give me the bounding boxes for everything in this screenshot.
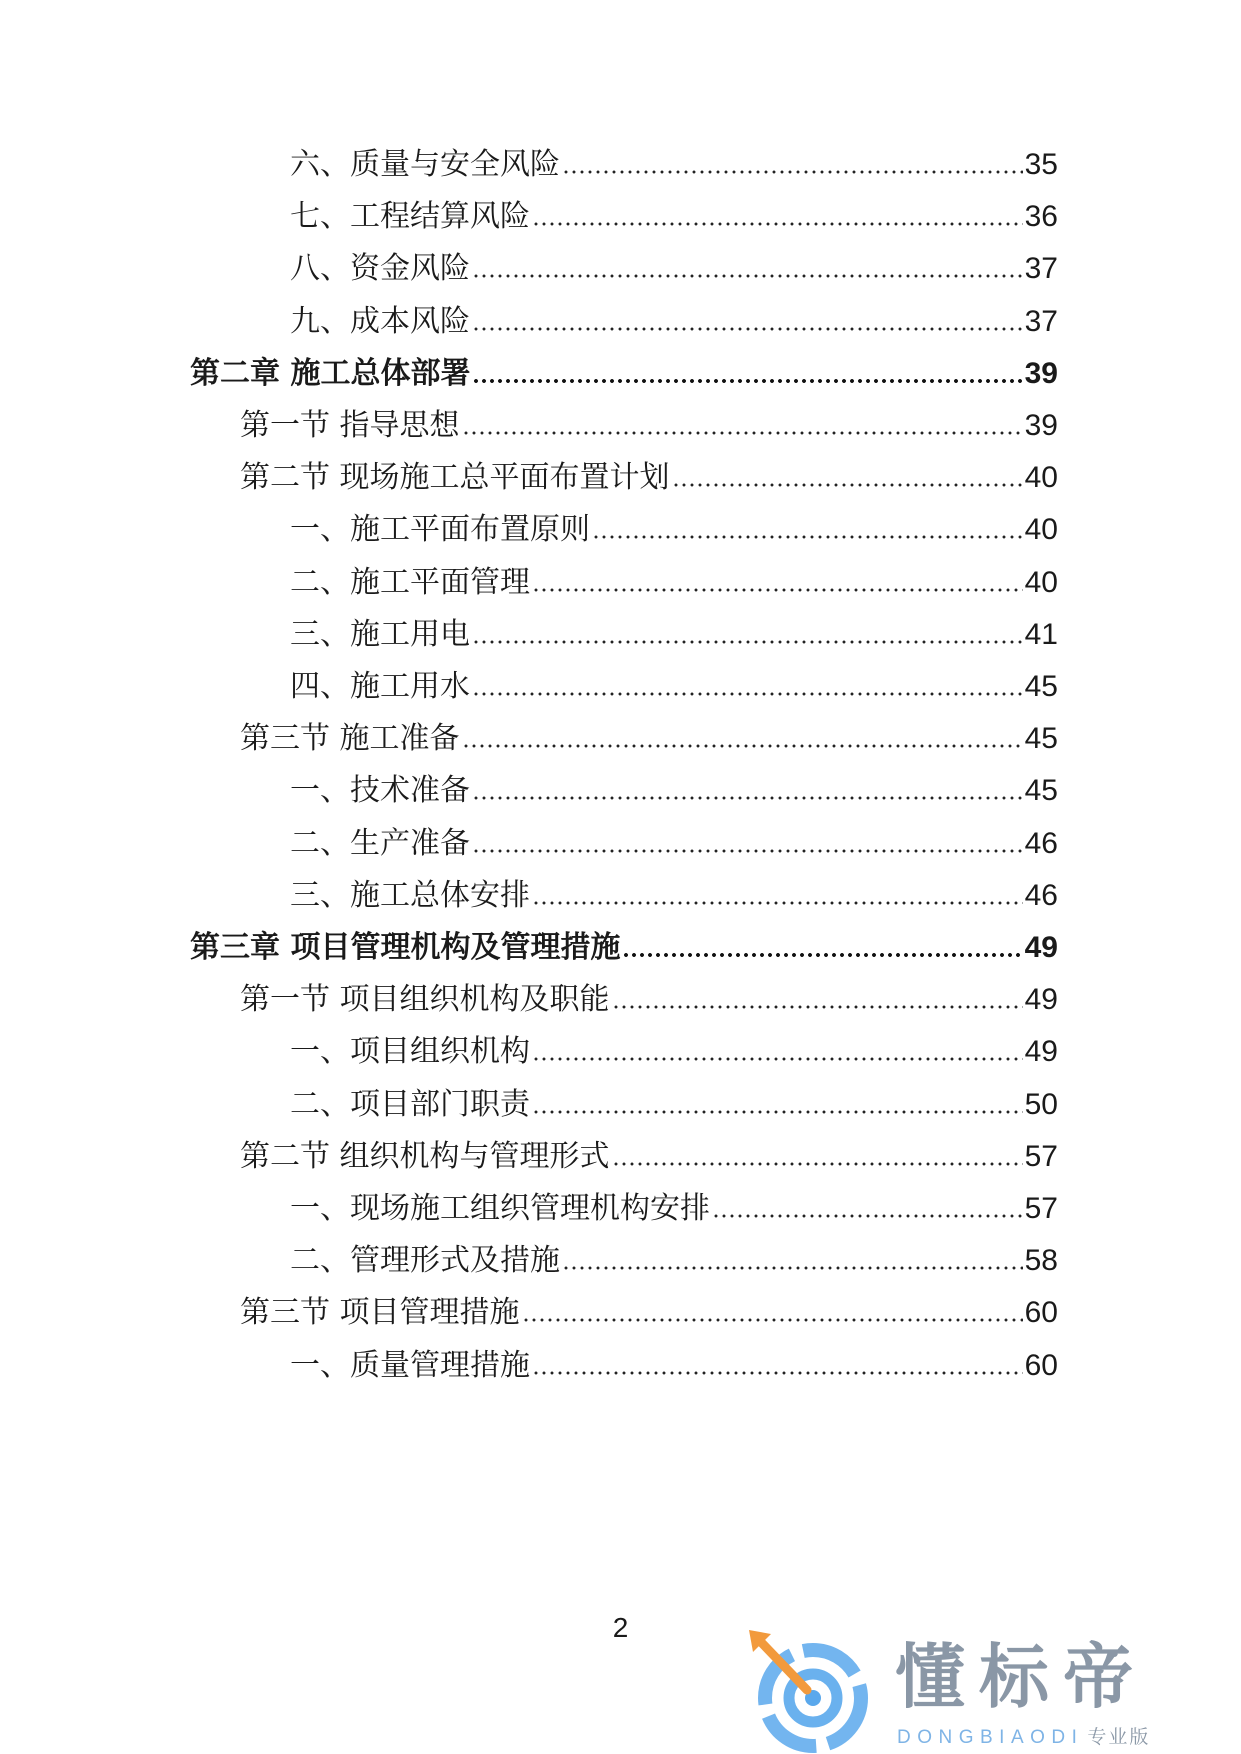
toc-dot-leader (672, 481, 1023, 489)
toc-entry[interactable] (290, 1189, 1058, 1229)
toc-entry-title: 第二章 施工总体部署 (190, 355, 471, 391)
edition-tag: 专业版 (1087, 1727, 1151, 1748)
toc-dot-leader (532, 899, 1023, 907)
toc-entry[interactable] (240, 1137, 1058, 1177)
toc-entry-page: 49 (1024, 931, 1058, 964)
toc-entry-title: 九、成本风险 (290, 303, 470, 339)
toc-dot-leader (562, 1264, 1023, 1272)
toc-dot-leader (712, 1212, 1023, 1220)
toc-dot-leader (622, 951, 1022, 959)
toc-dot-leader (472, 325, 1023, 333)
toc-entry[interactable] (290, 249, 1058, 289)
toc-entry[interactable] (290, 1241, 1058, 1281)
toc-entry-title: 二、项目部门职责 (290, 1086, 530, 1122)
toc-dot-leader (462, 429, 1023, 437)
dongbiaodi-watermark (745, 1630, 1241, 1754)
toc-dot-leader (532, 1055, 1023, 1063)
toc-entry-page: 36 (1024, 200, 1058, 234)
toc-entry-page: 40 (1024, 565, 1058, 599)
toc-entry-title: 第三章 项目管理机构及管理措施 (190, 930, 621, 965)
toc-entry-title: 二、施工平面管理 (290, 564, 530, 600)
toc-entry-page: 37 (1024, 252, 1058, 286)
toc-entry-title: 第三节 施工准备 (240, 721, 460, 757)
toc-entry-page: 40 (1024, 461, 1058, 495)
toc-entry[interactable] (290, 510, 1058, 550)
toc-entry[interactable] (290, 1032, 1058, 1072)
toc-entry[interactable] (190, 928, 1058, 968)
toc-entry-page: 49 (1024, 1035, 1058, 1069)
toc-entry-page: 45 (1024, 722, 1058, 756)
toc-entry-page: 49 (1024, 983, 1058, 1017)
toc-entry[interactable] (240, 719, 1058, 759)
toc-entry-title: 第三节 项目管理措施 (240, 1295, 520, 1331)
toc-entry-title: 第二节 组织机构与管理形式 (240, 1138, 610, 1174)
toc-entry-page: 60 (1024, 1296, 1058, 1330)
toc-entry-page: 39 (1024, 356, 1058, 390)
toc-entry-title: 一、技术准备 (290, 773, 470, 809)
brand-name-en-text: DONGBIAODI (897, 1727, 1084, 1748)
toc-entry-page: 60 (1024, 1348, 1058, 1382)
toc-entry-title: 一、现场施工组织管理机构安排 (290, 1191, 710, 1226)
toc-dot-leader (532, 1369, 1023, 1377)
toc-entry[interactable] (290, 615, 1058, 655)
toc-entry-title: 一、质量管理措施 (290, 1347, 530, 1383)
toc-dot-leader (472, 377, 1022, 385)
toc-entry[interactable] (190, 354, 1058, 394)
toc-dot-leader (472, 690, 1023, 698)
toc-entry[interactable] (290, 1085, 1058, 1125)
toc-dot-leader (472, 638, 1023, 646)
toc-entry-title: 七、工程结算风险 (290, 199, 530, 235)
toc-dot-leader (522, 1316, 1023, 1324)
toc-entry-page: 46 (1024, 878, 1058, 912)
toc-entry-title: 第二节 现场施工总平面布置计划 (240, 460, 670, 496)
toc-entry-title: 六、质量与安全风险 (290, 147, 560, 182)
toc-dot-leader (532, 586, 1023, 594)
toc-entry[interactable] (290, 667, 1058, 707)
target-logo-icon (745, 1630, 885, 1754)
toc-entry-page: 40 (1024, 513, 1058, 547)
brand-name-en (897, 1722, 1150, 1749)
toc-dot-leader (612, 1003, 1023, 1011)
toc-entry-page: 58 (1024, 1244, 1058, 1278)
toc-dot-leader (562, 168, 1023, 176)
brand-name-cn: 懂标帝 (895, 1636, 1147, 1718)
toc-entry[interactable] (240, 980, 1058, 1020)
toc-entry[interactable] (290, 876, 1058, 916)
toc-entry-page: 46 (1024, 826, 1058, 860)
toc-entry-page: 57 (1024, 1192, 1058, 1225)
toc-entry-page: 35 (1024, 148, 1058, 181)
toc-entry[interactable] (290, 563, 1058, 603)
toc-entry-title: 一、施工平面布置原则 (290, 512, 590, 548)
toc-entry[interactable] (240, 458, 1058, 498)
toc-dot-leader (472, 794, 1023, 802)
toc-entry-title: 三、施工总体安排 (290, 877, 530, 913)
toc-entry-title: 八、资金风险 (290, 251, 470, 287)
toc-entry[interactable] (290, 302, 1058, 342)
toc-dot-leader (472, 847, 1023, 855)
toc-entry-title: 二、管理形式及措施 (290, 1243, 560, 1279)
toc-entry-title: 四、施工用水 (290, 669, 470, 704)
toc-entry-title: 第一节 项目组织机构及职能 (240, 982, 610, 1018)
toc-entry-page: 41 (1024, 617, 1058, 651)
toc-dot-leader (472, 272, 1023, 280)
toc-entry-page: 37 (1024, 304, 1058, 338)
toc-dot-leader (612, 1160, 1023, 1168)
toc-dot-leader (462, 742, 1023, 750)
toc-entry-title: 第一节 指导思想 (240, 408, 460, 443)
toc-entry[interactable] (240, 1293, 1058, 1333)
toc-entry[interactable] (290, 145, 1058, 185)
toc-entry-page: 50 (1024, 1087, 1058, 1121)
toc-entry-page: 45 (1024, 670, 1058, 703)
toc-entry-title: 一、项目组织机构 (290, 1034, 530, 1070)
toc-dot-leader (532, 220, 1023, 228)
toc-entry[interactable] (290, 771, 1058, 811)
toc-entry-title: 二、生产准备 (290, 825, 470, 861)
toc-dot-leader (592, 533, 1023, 541)
toc-entry-title: 三、施工用电 (290, 616, 470, 652)
toc-entry[interactable] (290, 197, 1058, 237)
page-number: 2 (612, 1612, 629, 1643)
toc-entry-page: 57 (1024, 1139, 1058, 1173)
toc-entry[interactable] (290, 1346, 1058, 1386)
toc-entry-page: 39 (1024, 409, 1058, 442)
toc-entry-page: 45 (1024, 774, 1058, 808)
toc-dot-leader (532, 1108, 1023, 1116)
toc-entry[interactable] (240, 406, 1058, 446)
toc-entry[interactable] (290, 824, 1058, 864)
